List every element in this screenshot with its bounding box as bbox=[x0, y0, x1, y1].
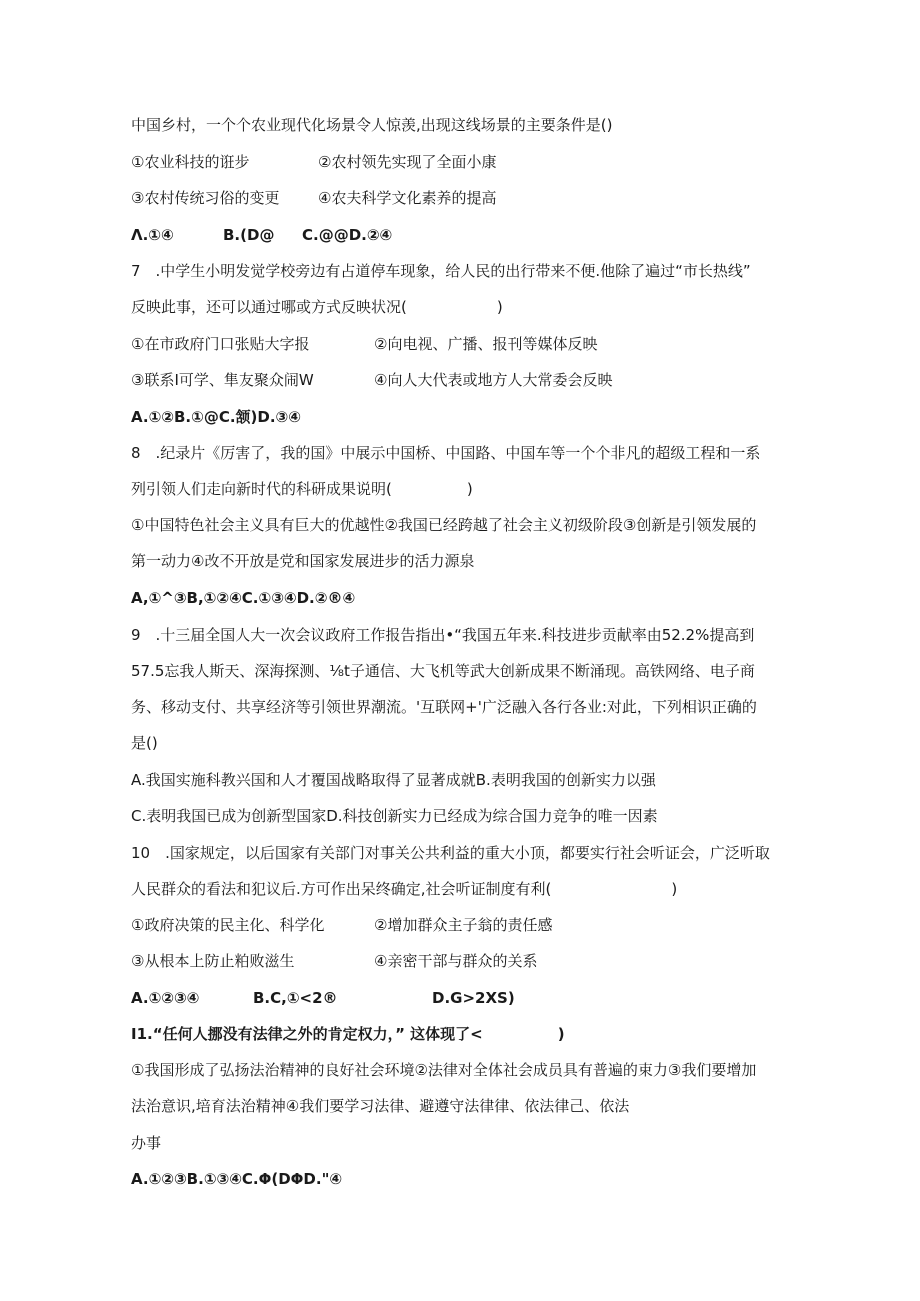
q9-stem-line-1: 9 .十三届全国人大一次会议政府工作报告指出•“我国五年来.科技进步贡献率由52.2%提高到 bbox=[131, 626, 755, 644]
q7-option-3: ③联系I可学、隼友聚众闹W bbox=[131, 371, 314, 389]
q7-stem-line-2: 反映此事，还可以通过哪或方式反映状况( ) bbox=[131, 298, 503, 316]
q10-answer-a: A.①②③④ bbox=[131, 989, 200, 1007]
q9-options-cd: C.表明我国已成为创新型国家D.科技创新实力已经成为综合国力竞争的唯一因素 bbox=[131, 807, 658, 825]
q10-option-4: ④亲密干部与群众的关系 bbox=[374, 952, 538, 970]
q6-option-4: ④农夫科学文化素养的提高 bbox=[318, 189, 497, 207]
q7-option-2: ②向电视、广播、报刊等媒体反映 bbox=[374, 335, 598, 353]
q8-options-line-1: ①中国特色社会主义具有巨大的优越性②我国已经跨越了社会主义初级阶段③创新是引领发展的 bbox=[131, 516, 757, 534]
q10-answer-bc: B.C,①<2® bbox=[253, 989, 338, 1007]
q9-stem-line-3: 务、移动支付、共享经济等引领世界潮流。'互联网+'广泛融入各行各业:对此，下列相识正确的 bbox=[131, 698, 757, 716]
q6-option-1: ①农业科技的诳步 bbox=[131, 153, 250, 171]
q9-stem-line-2: 57.5忘我人斯天、深海探测、⅛t子通信、大飞机等武大创新成果不断涌现。高铁网络、电子商 bbox=[131, 662, 755, 680]
q10-option-1: ①政府决策的民主化、科学化 bbox=[131, 916, 325, 934]
q10-stem-line-2: 人民群众的看法和犯议后.方可作出呆终确定,社会听证制度有利( ) bbox=[131, 880, 678, 898]
q11-options-line-1: ①我国形成了弘扬法治精神的良好社会环境②法律对全体社会成员具有普遍的束力③我们要增加 bbox=[131, 1061, 757, 1079]
q7-option-1: ①在市政府门口张贴大字报 bbox=[131, 335, 310, 353]
q11-options-line-2: 法治意识,培育法治精神④我们要学习法律、避遵守法律律、依法律己、依法 bbox=[131, 1097, 630, 1115]
q6-option-3: ③农村传统习俗的变更 bbox=[131, 189, 280, 207]
q6-option-2: ②农村领先实现了全面小康 bbox=[318, 153, 497, 171]
q7-stem-line-1: 7 .中学生小明发觉学校旁边有占道停车现象，给人民的出行带来不便.他除了遍过“市长热线” bbox=[131, 262, 751, 280]
q9-options-ab: A.我国实施科教兴国和人才覆国战略取得了显著成就B.表明我国的创新实力以强 bbox=[131, 771, 656, 789]
q7-answers: A.①②B.①@C.颔)D.③④ bbox=[131, 408, 301, 426]
q8-stem-line-1: 8 .纪录片《厉害了，我的国》中展示中国桥、中国路、中国车等一个个非凡的超级工程和一系 bbox=[131, 444, 761, 462]
q10-stem-line-1: 10 .国家规定，以后国家有关部门对事关公共利益的重大小顶，都要实行社会听证会，广泛听取 bbox=[131, 844, 770, 862]
q10-answer-d: D.G>2XS) bbox=[432, 989, 515, 1007]
q6-answer-b: B.(D@ bbox=[223, 226, 275, 244]
q9-stem-line-4: 是() bbox=[131, 734, 158, 752]
q6-stem: 中国乡村，一个个农业现代化场景令人惊羡,出现这线场景的主要条件是() bbox=[131, 116, 613, 134]
q7-option-4: ④向人大代表或地方人大常委会反映 bbox=[374, 371, 613, 389]
q11-options-line-3: 办事 bbox=[131, 1134, 162, 1152]
q8-stem-line-2: 列引领人们走向新时代的科研成果说明( ) bbox=[131, 480, 473, 498]
q8-answers: A,①^③B,①②④C.①③④D.②®④ bbox=[131, 589, 356, 607]
q11-answers: A.①②③B.①③④C.Φ(DΦD."④ bbox=[131, 1170, 343, 1188]
q10-option-2: ②增加群众主子翁的责任感 bbox=[374, 916, 553, 934]
q6-answer-a: Λ.①④ bbox=[131, 226, 174, 244]
q8-options-line-2: 第一动力④改不开放是党和国家发展进步的活力源泉 bbox=[131, 552, 475, 570]
q10-option-3: ③从根本上防止粕败滋生 bbox=[131, 952, 295, 970]
q6-answer-cd: C.@@D.②④ bbox=[302, 226, 393, 244]
q11-stem-line-1: I1.“任何人挪没有法律之外的肯定权力，” 这体现了< ) bbox=[131, 1025, 565, 1043]
